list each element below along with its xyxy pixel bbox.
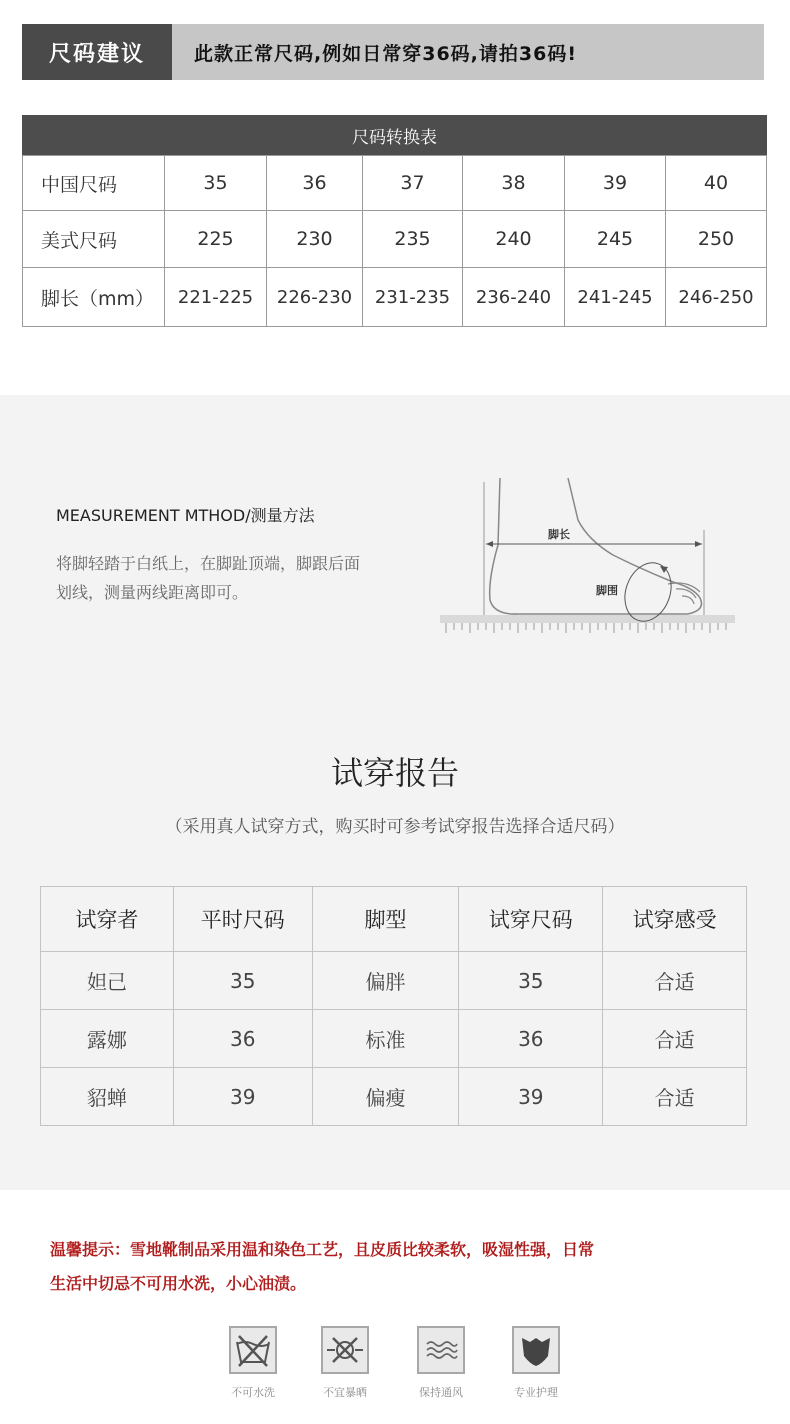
no-wash-icon	[229, 1326, 277, 1374]
measurement-title: MEASUREMENT MTHOD/测量方法	[56, 506, 315, 525]
trial-header-cell: 试穿者	[41, 887, 174, 952]
ventilation-icon	[417, 1326, 465, 1374]
conversion-cell: 230	[267, 211, 363, 268]
conversion-row-label: 脚长（mm）	[23, 268, 165, 327]
trial-header-cell: 平时尺码	[174, 887, 313, 952]
care-tip	[50, 1233, 750, 1301]
care-tip-line: 温馨提示：雪地靴制品采用温和染色工艺，且皮质比较柔软，吸湿性强，日常	[50, 1240, 595, 1259]
trial-header-cell: 试穿感受	[603, 887, 747, 952]
conversion-cell: 236-240	[463, 268, 565, 327]
foot-length-label: 脚长	[548, 528, 570, 541]
measurement-description-line: 划线，测量两线距离即可。	[56, 583, 249, 602]
trial-header-cell: 试穿尺码	[459, 887, 603, 952]
trial-cell: 妲己	[41, 952, 174, 1010]
trial-cell: 偏瘦	[313, 1068, 460, 1126]
care-item-no-sun	[315, 1326, 375, 1400]
no-sun-icon	[321, 1326, 369, 1374]
trial-cell: 标准	[313, 1010, 460, 1068]
table-row	[41, 1068, 747, 1126]
conversion-table-title: 尺码转换表	[22, 115, 767, 155]
conversion-cell: 39	[565, 156, 666, 211]
trial-report-table	[40, 886, 747, 1126]
care-item-no-wash	[223, 1326, 283, 1400]
conversion-cell: 245	[565, 211, 666, 268]
shield-icon	[512, 1326, 560, 1374]
conversion-cell: 221-225	[165, 268, 267, 327]
size-advice-text: 此款正常尺码,例如日常穿36码,请拍36码!	[194, 42, 577, 65]
trial-header-cell: 脚型	[313, 887, 460, 952]
trial-cell: 35	[174, 952, 313, 1010]
ruler-ticks	[446, 623, 726, 633]
conversion-cell: 235	[363, 211, 463, 268]
conversion-table	[22, 155, 767, 327]
trial-cell: 合适	[603, 1068, 747, 1126]
table-row	[41, 952, 747, 1010]
report-subtitle: （采用真人试穿方式，购买时可参考试穿报告选择合适尺码）	[165, 817, 625, 837]
foot-girth-label: 脚围	[596, 584, 618, 597]
conversion-row-cn	[23, 156, 767, 211]
conversion-row-us	[23, 211, 767, 268]
trial-table-header	[41, 887, 747, 952]
conversion-cell: 250	[666, 211, 767, 268]
conversion-cell: 231-235	[363, 268, 463, 327]
conversion-cell: 240	[463, 211, 565, 268]
care-label: 保持通风	[419, 1386, 463, 1399]
length-arrow-head-right	[695, 541, 702, 547]
trial-cell: 合适	[603, 952, 747, 1010]
conversion-cell: 226-230	[267, 268, 363, 327]
length-arrow-head-left	[486, 541, 493, 547]
conversion-cell: 40	[666, 156, 767, 211]
trial-cell: 露娜	[41, 1010, 174, 1068]
conversion-cell: 246-250	[666, 268, 767, 327]
size-advice-banner	[22, 24, 764, 80]
measurement-description-line: 将脚轻踏于白纸上，在脚趾顶端，脚跟后面	[56, 554, 361, 573]
trial-cell: 39	[459, 1068, 603, 1126]
conversion-row-label: 美式尺码	[23, 211, 165, 268]
conversion-cell: 36	[267, 156, 363, 211]
size-advice-tag: 尺码建议	[22, 24, 172, 80]
table-row	[41, 1010, 747, 1068]
care-item-ventilation	[411, 1326, 471, 1400]
trial-cell: 39	[174, 1068, 313, 1126]
trial-cell: 35	[459, 952, 603, 1010]
ruler-bar	[440, 615, 735, 623]
conversion-cell: 35	[165, 156, 267, 211]
conversion-cell: 38	[463, 156, 565, 211]
trial-cell: 偏胖	[313, 952, 460, 1010]
report-title: 试穿报告	[330, 754, 459, 792]
foot-measurement-illustration	[438, 470, 738, 640]
care-label: 不宜暴晒	[323, 1386, 367, 1399]
measurement-description	[56, 549, 436, 607]
conversion-cell: 37	[363, 156, 463, 211]
girth-arrow-head	[660, 566, 668, 573]
conversion-cell: 241-245	[565, 268, 666, 327]
trial-cell: 貂蝉	[41, 1068, 174, 1126]
trial-cell: 36	[459, 1010, 603, 1068]
trial-cell: 36	[174, 1010, 313, 1068]
conversion-row-label: 中国尺码	[23, 156, 165, 211]
conversion-cell: 225	[165, 211, 267, 268]
conversion-row-foot-length	[23, 268, 767, 327]
trial-cell: 合适	[603, 1010, 747, 1068]
care-item-protection	[506, 1326, 566, 1400]
care-label: 专业护理	[514, 1386, 558, 1399]
care-label: 不可水洗	[231, 1386, 275, 1399]
care-tip-line: 生活中切忌不可用水洗，小心油渍。	[50, 1274, 307, 1293]
